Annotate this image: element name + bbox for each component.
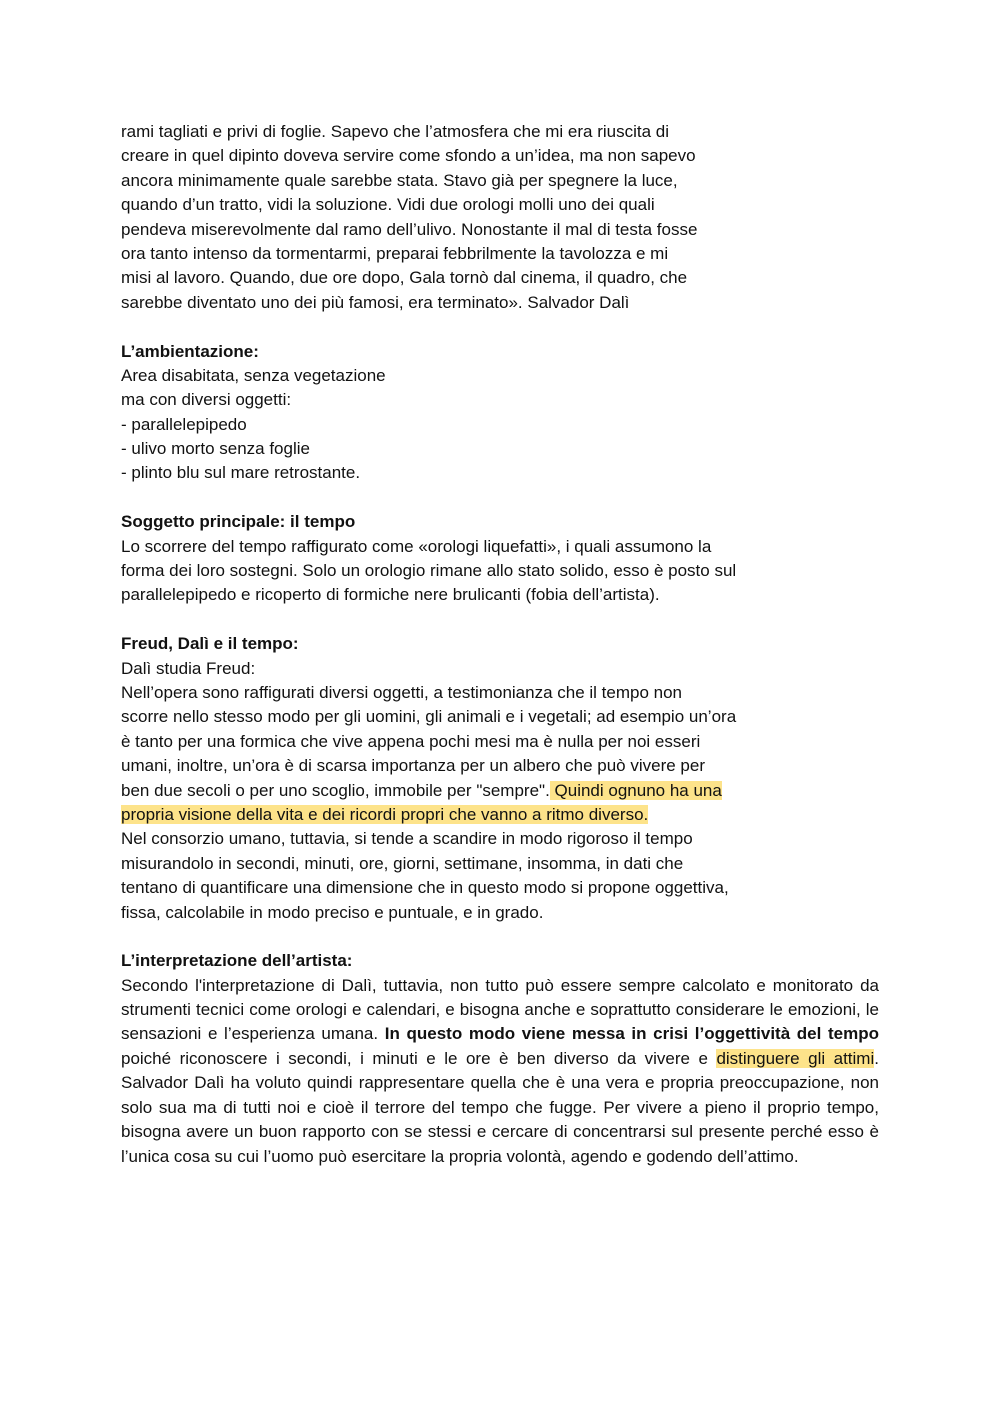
spacer: [121, 486, 879, 510]
highlighted-text: propria visione della vita e dei ricordi propri che vanno a ritmo diverso.: [121, 804, 649, 824]
bold-text: In questo modo viene messa in crisi l’oggettività del tempo: [384, 1024, 879, 1044]
text-line: ma con diversi oggetti:: [121, 390, 292, 410]
text-line: forma dei loro sostegni. Solo un orologio rimane allo stato solido, esso è posto sul: [121, 561, 737, 581]
text-line: creare in quel dipinto doveva servire come sfondo a un’idea, ma non sapevo: [121, 146, 696, 166]
text-line: rami tagliati e privi di foglie. Sapevo che l’atmosfera che mi era riuscita di: [121, 122, 670, 141]
list-item: - plinto blu sul mare retrostante.: [121, 463, 361, 483]
text-run: . Salvador Dalì ha voluto quindi rappresentare quella che è una vera e propria preoccupazione, non solo sua ma di tutti noi e cioè il terrore del tempo che fugge. Per vivere a pieno il proprio tempo, bisogna avere un buon rapporto con se stessi e cercare di concentrarsi sul presente perché esso è l’unica cosa su cui l’uomo può esercitare la propria volontà, agendo e godendo dell’attimo.: [121, 1048, 879, 1166]
text-run: Secondo l'interpretazione di Dalì, tuttavia, non tutto può essere sempre calcolato e monitorato da strumenti tecnici come orologi e calendari, e bisogna anche e soprattutto considerare le emozioni, le sensazioni e l’esperienza umana.: [121, 975, 879, 1044]
section-interpretazione: [121, 949, 879, 1169]
text-line: Nel consorzio umano, tuttavia, si tende a scandire in modo rigoroso il tempo: [121, 829, 693, 849]
intro-paragraph: [121, 120, 879, 315]
section-freud: [121, 632, 879, 925]
text-line: umani, inoltre, un’ora è di scarsa importanza per un albero che può vivere per: [121, 756, 705, 776]
text-run: ben due secoli o per uno scoglio, immobile per "sempre".: [121, 780, 550, 800]
text-line: scorre nello stesso modo per gli uomini, gli animali e i vegetali; ad esempio un’ora: [121, 707, 737, 727]
highlighted-text: Quindi ognuno ha una: [549, 780, 722, 800]
text-line: ancora minimamente quale sarebbe stata. Stavo già per spegnere la luce,: [121, 170, 678, 190]
document-page: [121, 120, 879, 1169]
text-line: pendeva miserevolmente dal ramo dell’ulivo. Nonostante il mal di testa fosse: [121, 219, 698, 239]
justified-paragraph: [121, 974, 879, 1169]
text-line: sarebbe diventato uno dei più famosi, era terminato». Salvador Dalì: [121, 292, 630, 312]
text-line: misi al lavoro. Quando, due ore dopo, Gala tornò dal cinema, il quadro, che: [121, 268, 688, 288]
section-heading: Freud, Dalì e il tempo:: [121, 634, 299, 654]
text-run: poiché riconoscere i secondi, i minuti e le ore è ben diverso da vivere e: [121, 1048, 717, 1068]
section-heading: L’ambientazione:: [121, 341, 259, 361]
text-line: Nell’opera sono raffigurati diversi oggetti, a testimonianza che il tempo non: [121, 682, 682, 702]
section-heading: Soggetto principale: il tempo: [121, 512, 356, 532]
text-line: quando d’un tratto, vidi la soluzione. Vidi due orologi molli uno dei quali: [121, 195, 655, 215]
text-line: ora tanto intenso da tormentarmi, preparai febbrilmente la tavolozza e mi: [121, 243, 669, 263]
spacer: [121, 608, 879, 632]
text-line: Lo scorrere del tempo raffigurato come «orologi liquefatti», i quali assumono la: [121, 536, 712, 556]
text-line: Area disabitata, senza vegetazione: [121, 365, 386, 385]
text-line: è tanto per una formica che vive appena pochi mesi ma è nulla per noi esseri: [121, 731, 701, 751]
text-line: tentano di quantificare una dimensione che in questo modo si propone oggettiva,: [121, 878, 729, 898]
text-line: parallelepipedo e ricoperto di formiche nere brulicanti (fobia dell’artista).: [121, 585, 660, 605]
highlighted-text: distinguere gli attimi: [716, 1048, 875, 1068]
list-item: - parallelepipedo: [121, 414, 247, 434]
spacer: [121, 925, 879, 949]
text-line: [121, 779, 879, 803]
text-line: [121, 803, 879, 827]
section-heading: L’interpretazione dell’artista:: [121, 951, 353, 971]
section-ambientazione: [121, 340, 879, 486]
list-item: - ulivo morto senza foglie: [121, 439, 310, 459]
spacer: [121, 315, 879, 339]
section-soggetto: [121, 510, 879, 608]
text-line: fissa, calcolabile in modo preciso e puntuale, e in grado.: [121, 902, 544, 922]
text-line: misurandolo in secondi, minuti, ore, giorni, settimane, insomma, in dati che: [121, 853, 684, 873]
text-line: Dalì studia Freud:: [121, 658, 256, 678]
